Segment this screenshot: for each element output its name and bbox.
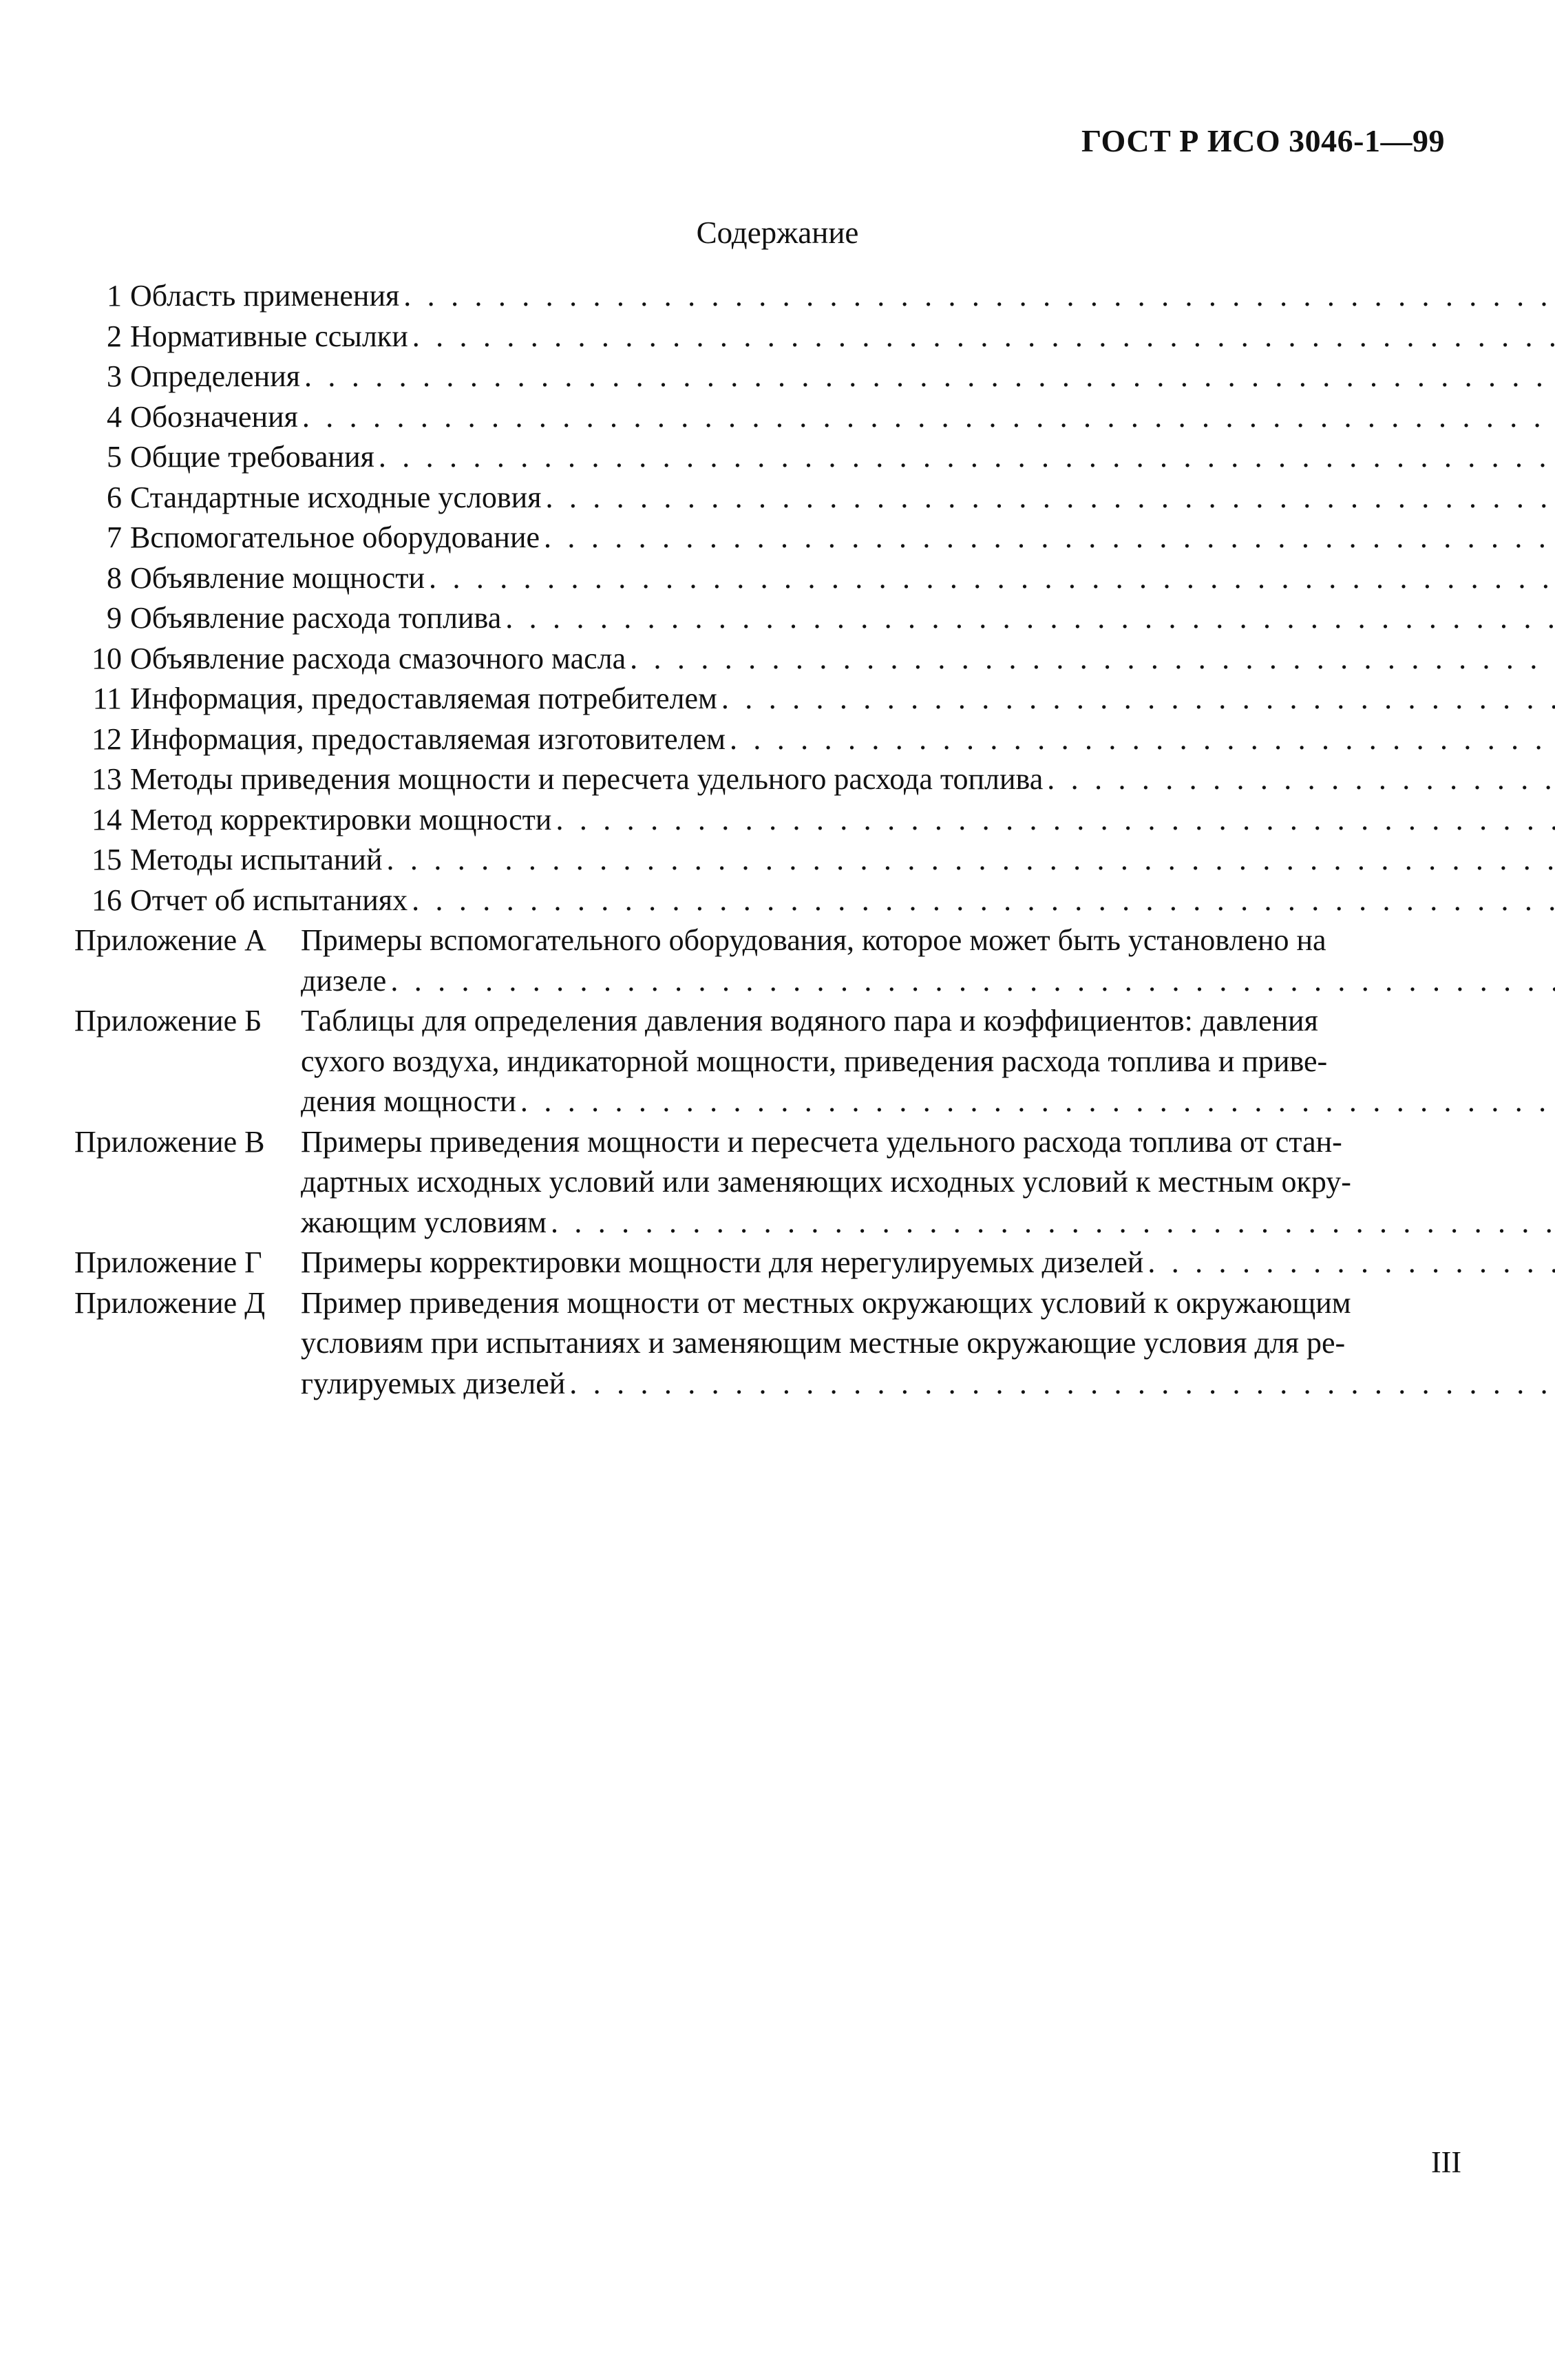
dot-leader bbox=[505, 598, 1555, 639]
toc-entry-line bbox=[130, 397, 1555, 438]
dot-leader bbox=[544, 518, 1555, 558]
dot-leader bbox=[429, 558, 1555, 599]
dot-leader bbox=[545, 478, 1555, 518]
toc-section-number: 7 bbox=[107, 520, 122, 554]
toc-entry-title: Вспомогательное оборудование bbox=[130, 520, 540, 554]
dot-leader bbox=[304, 357, 1555, 397]
dot-leader bbox=[387, 840, 1555, 881]
toc-entry-line bbox=[301, 961, 1555, 1002]
toc-annex-body bbox=[301, 1243, 1555, 1283]
toc-entry-line bbox=[301, 1243, 1555, 1283]
dot-leader bbox=[379, 437, 1555, 478]
toc-section-body bbox=[130, 276, 1555, 317]
toc-section-body bbox=[130, 679, 1555, 719]
toc-annex-body bbox=[301, 1283, 1555, 1404]
dot-leader bbox=[403, 276, 1555, 317]
toc-section-number: 3 bbox=[107, 359, 122, 393]
dot-leader bbox=[390, 961, 1555, 1002]
toc-section-row bbox=[74, 478, 1461, 518]
toc-section-number: 16 bbox=[92, 883, 122, 917]
table-of-contents bbox=[74, 276, 1461, 1404]
toc-entry-line bbox=[130, 276, 1555, 317]
toc-entry-line bbox=[130, 598, 1555, 639]
toc-section-row bbox=[74, 598, 1461, 639]
toc-entry-title: Обозначения bbox=[130, 399, 298, 434]
toc-section-number: 9 bbox=[107, 601, 122, 635]
toc-entry-title: гулируемых дизелей bbox=[301, 1366, 566, 1400]
toc-section-row bbox=[74, 276, 1461, 317]
toc-annex-label: Приложение Г bbox=[74, 1245, 262, 1279]
toc-section-row bbox=[74, 437, 1461, 478]
toc-section-number: 6 bbox=[107, 480, 122, 514]
toc-section-row bbox=[74, 719, 1461, 760]
toc-annex-text-line: сухого воздуха, индикаторной мощности, приведения расхода топлива и приве- bbox=[301, 1044, 1328, 1078]
toc-entry-line bbox=[130, 357, 1555, 397]
toc-section-body bbox=[130, 478, 1555, 518]
toc-entry-title: Методы приведения мощности и пересчета удельного расхода топлива bbox=[130, 762, 1044, 796]
toc-entry-title: Отчет об испытаниях bbox=[130, 883, 408, 917]
toc-entry-line bbox=[130, 317, 1555, 357]
toc-section-row bbox=[74, 558, 1461, 599]
toc-annex-row bbox=[74, 1243, 1461, 1283]
toc-entry-line bbox=[130, 639, 1555, 680]
toc-section-number: 14 bbox=[92, 802, 122, 836]
toc-entry-title: Метод корректировки мощности bbox=[130, 802, 552, 836]
dot-leader bbox=[569, 1364, 1555, 1404]
toc-section-number: 5 bbox=[107, 440, 122, 474]
toc-section-body bbox=[130, 437, 1555, 478]
toc-section-number: 10 bbox=[92, 641, 122, 675]
toc-section-number: 15 bbox=[92, 843, 122, 876]
toc-section-body bbox=[130, 357, 1555, 397]
toc-entry-title: Объявление расхода топлива bbox=[130, 601, 502, 635]
toc-annex-row bbox=[74, 1122, 1461, 1243]
toc-entry-title: Область применения bbox=[130, 279, 400, 313]
toc-entry-title: Методы испытаний bbox=[130, 843, 383, 876]
toc-section-body bbox=[130, 598, 1555, 639]
toc-annex-row bbox=[74, 1283, 1461, 1404]
toc-annex-row bbox=[74, 1001, 1461, 1122]
toc-section-number: 12 bbox=[92, 722, 122, 756]
dot-leader bbox=[730, 719, 1555, 760]
toc-entry-line bbox=[130, 719, 1555, 760]
toc-annex-text-line: Примеры вспомогательного оборудования, которое может быть установлено на bbox=[301, 923, 1326, 957]
toc-entry-line bbox=[130, 759, 1555, 800]
toc-section-row bbox=[74, 317, 1461, 357]
toc-section-row bbox=[74, 397, 1461, 438]
toc-entry-title: Общие требования bbox=[130, 440, 374, 474]
document-code: ГОСТ Р ИСО 3046-1—99 bbox=[1081, 123, 1445, 158]
toc-entry-title: Объявление расхода смазочного масла bbox=[130, 641, 626, 675]
toc-entry-line bbox=[130, 679, 1555, 719]
toc-entry-title: Примеры корректировки мощности для нерегулируемых дизелей bbox=[301, 1245, 1144, 1279]
toc-section-body bbox=[130, 518, 1555, 558]
toc-entry-line bbox=[301, 1082, 1555, 1122]
toc-entry-title: Стандартные исходные условия bbox=[130, 480, 542, 514]
dot-leader bbox=[1047, 759, 1555, 800]
toc-entry-line bbox=[301, 1203, 1555, 1243]
page-title: Содержание bbox=[696, 215, 859, 250]
toc-section-row bbox=[74, 639, 1461, 680]
toc-annex-label: Приложение В bbox=[74, 1124, 265, 1159]
toc-section-body bbox=[130, 317, 1555, 357]
dot-leader bbox=[551, 1203, 1555, 1243]
toc-annex-text-line: Примеры приведения мощности и пересчета удельного расхода топлива от стан- bbox=[301, 1124, 1342, 1159]
toc-entry-title: Информация, предоставляемая изготовителем bbox=[130, 722, 726, 756]
toc-entry-line bbox=[130, 881, 1555, 921]
toc-entry-line bbox=[301, 1364, 1555, 1404]
toc-entry-title: дизеле bbox=[301, 963, 387, 998]
toc-entry-line bbox=[130, 478, 1555, 518]
toc-section-number: 4 bbox=[107, 399, 122, 434]
toc-section-row bbox=[74, 840, 1461, 881]
toc-annex-text-line: Таблицы для определения давления водяного пара и коэффициентов: давления bbox=[301, 1004, 1318, 1038]
toc-section-row bbox=[74, 679, 1461, 719]
toc-annex-text-line: дартных исходных условий или заменяющих исходных условий к местным окру- bbox=[301, 1165, 1351, 1199]
toc-entry-line bbox=[130, 840, 1555, 881]
dot-leader bbox=[412, 881, 1555, 921]
dot-leader bbox=[630, 639, 1555, 680]
toc-sections bbox=[74, 276, 1461, 920]
dot-leader bbox=[302, 397, 1555, 438]
toc-section-body bbox=[130, 639, 1555, 680]
dot-leader bbox=[1147, 1243, 1555, 1283]
toc-annexes bbox=[74, 920, 1461, 1404]
toc-entry-line bbox=[130, 437, 1555, 478]
toc-entry-title: жающим условиям bbox=[301, 1205, 547, 1239]
toc-entry-title: Определения bbox=[130, 359, 301, 393]
dot-leader bbox=[520, 1082, 1555, 1122]
toc-annex-body bbox=[301, 1122, 1555, 1243]
page-number: III bbox=[1431, 2145, 1461, 2179]
toc-entry-line bbox=[130, 558, 1555, 599]
toc-section-body bbox=[130, 840, 1555, 881]
dot-leader bbox=[556, 800, 1555, 841]
toc-section-body bbox=[130, 558, 1555, 599]
toc-entry-title: Объявление мощности bbox=[130, 560, 425, 595]
toc-section-body bbox=[130, 719, 1555, 760]
toc-section-body bbox=[130, 397, 1555, 438]
toc-annex-text-line: Пример приведения мощности от местных окружающих условий к окружающим bbox=[301, 1285, 1351, 1320]
toc-annex-text-line: условиям при испытаниях и заменяющим местные окружающие условия для ре- bbox=[301, 1326, 1346, 1360]
toc-entry-line bbox=[130, 800, 1555, 841]
toc-entry-title: Информация, предоставляемая потребителем bbox=[130, 682, 717, 715]
toc-section-number: 11 bbox=[92, 682, 122, 715]
toc-section-number: 1 bbox=[107, 279, 122, 313]
toc-section-number: 13 bbox=[92, 762, 122, 796]
toc-annex-label: Приложение Б bbox=[74, 1004, 262, 1038]
toc-section-row bbox=[74, 357, 1461, 397]
toc-entry-title: дения мощности bbox=[301, 1084, 516, 1118]
toc-entry-title: Нормативные ссылки bbox=[130, 319, 408, 353]
dot-leader bbox=[412, 317, 1555, 357]
toc-annex-body bbox=[301, 920, 1555, 1001]
toc-annex-label: Приложение Д bbox=[74, 1285, 266, 1320]
toc-section-number: 2 bbox=[107, 319, 122, 353]
toc-section-number: 8 bbox=[107, 560, 122, 595]
toc-entry-line bbox=[130, 518, 1555, 558]
toc-annex-body bbox=[301, 1001, 1555, 1122]
toc-section-row bbox=[74, 881, 1461, 921]
toc-annex-label: Приложение А bbox=[74, 923, 266, 957]
toc-section-row bbox=[74, 518, 1461, 558]
toc-section-row bbox=[74, 759, 1461, 800]
toc-section-body bbox=[130, 800, 1555, 841]
toc-section-body bbox=[130, 759, 1555, 800]
toc-section-body bbox=[130, 881, 1555, 921]
toc-section-row bbox=[74, 800, 1461, 841]
toc-annex-row bbox=[74, 920, 1461, 1001]
dot-leader bbox=[721, 679, 1555, 719]
